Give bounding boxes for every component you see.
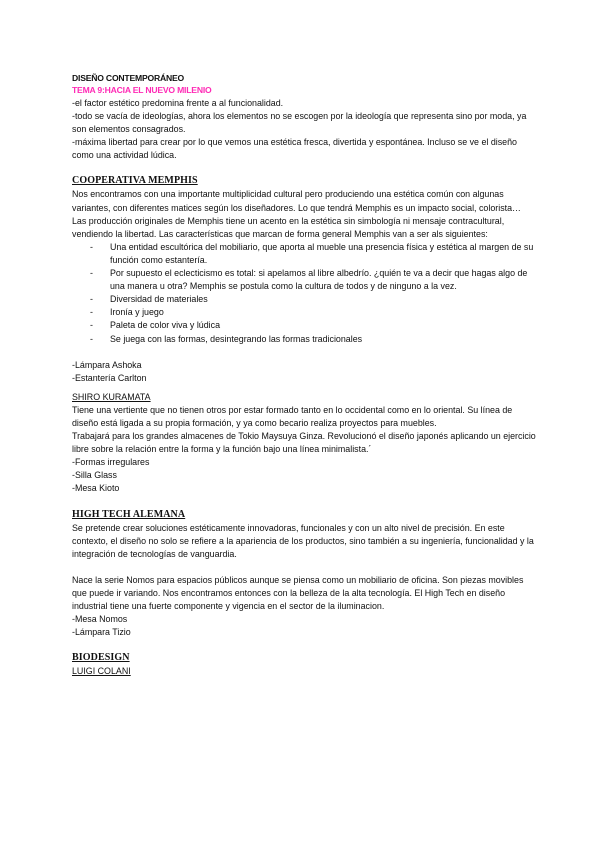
intro-line: -el factor estético predomina frente a al funcionalidad. — [72, 98, 284, 108]
spacer — [72, 561, 540, 574]
memphis-paragraph: Nos encontramos con una importante multiplicidad cultural pero produciendo una estética común con algunas variantes, con diferentes matices según los diseñadores. Lo que tendrá Memphis es un impacto social, colorista… — [72, 189, 521, 213]
list-item: - Ironía y juego — [90, 306, 540, 319]
section-title-memphis: COOPERATIVA MEMPHIS — [72, 175, 198, 187]
section-title-hightech: HIGH TECH ALEMANA — [72, 508, 186, 520]
list-item: - Una entidad escultórica del mobiliario, que aporta al mueble una presencia física y estética al margen de su función como estantería. — [90, 241, 540, 267]
list-item: - Se juega con las formas, desintegrando las formas tradicionales — [90, 333, 540, 346]
intro-line: -todo se vacía de ideologías, ahora los elementos no se escogen por la ideología que representa sino por moda, ya son elementos consagrados. — [72, 111, 527, 135]
spacer — [72, 346, 540, 359]
intro-block — [72, 97, 540, 162]
list-item: - Paleta de color viva y lúdica — [90, 319, 540, 332]
document-title: DISEÑO CONTEMPORÁNEO — [72, 73, 185, 83]
hightech-paragraph: Nace la serie Nomos para espacios públicos aunque se piensa como un mobiliario de oficina. Son piezas movibles que puede ir variando. Nos encontramos entonces con la belleza de la alta tecnología. El High Tech en diseño industrial tiene una fuerte componente y vigencia en el sector de la iluminacion. — [72, 574, 524, 611]
memphis-characteristics-list — [72, 241, 540, 346]
list-item: - Diversidad de materiales — [90, 293, 540, 306]
section-title-kuramata: SHIRO KURAMATA — [72, 391, 151, 402]
memphis-work: -Estantería Carlton — [72, 372, 147, 383]
hightech-work: -Lámpara Tizio — [72, 627, 131, 638]
memphis-paragraph: Las producción originales de Memphis tiene un acento en la estética sin simbología ni mensaje contracultural, vendiendo la libertad. Las características que marcan de forma general Memphis van a ser als siguientes: — [72, 215, 505, 239]
list-item: - Por supuesto el eclecticismo es total: si apelamos al libre albedrío. ¿quién te va a decir que hagas algo de una manera u otra? Memphis se postula como la cultura de todos y de ninguno a la vez. — [90, 267, 540, 293]
hightech-paragraph: Se pretende crear soluciones estéticamente innovadoras, funcionales y con un alto nivel de precisión. En este contexto, el diseño no solo se refiere a la apariencia de los productos, sino también a su ingeniería, funcionalidad y la integración de tecnologías de vanguardia. — [72, 522, 534, 559]
kuramata-paragraph: Tiene una vertiente que no tienen otros por estar formado tanto en lo occidental como en lo oriental. Su línea de diseño está ligada a su propia formación, y ya como becario realiza proyectos para muebles. — [72, 404, 513, 428]
biodesign-subtitle: LUIGI COLANI — [72, 666, 131, 677]
kuramata-work: -Formas irregulares — [72, 457, 150, 468]
memphis-work: -Lámpara Ashoka — [72, 359, 142, 370]
intro-line: -máxima libertad para crear por lo que vemos una estética fresca, divertida y espontánea. Incluso se ve el diseño como una actividad lúdica. — [72, 137, 517, 161]
kuramata-work: -Silla Glass — [72, 470, 117, 481]
kuramata-work: -Mesa Kioto — [72, 483, 120, 494]
hightech-work: -Mesa Nomos — [72, 614, 128, 625]
kuramata-paragraph: Trabajará para los grandes almacenes de Tokio Maysuya Ginza. Revolucionó el diseño japonés aplicando un ejercicio libre sobre la relación entre la forma y la función bajo una línea minimalista.´ — [72, 431, 536, 455]
section-title-biodesign: BIODESIGN — [72, 652, 130, 664]
topic-heading: TEMA 9:HACIA EL NUEVO MILENIO — [72, 85, 212, 95]
